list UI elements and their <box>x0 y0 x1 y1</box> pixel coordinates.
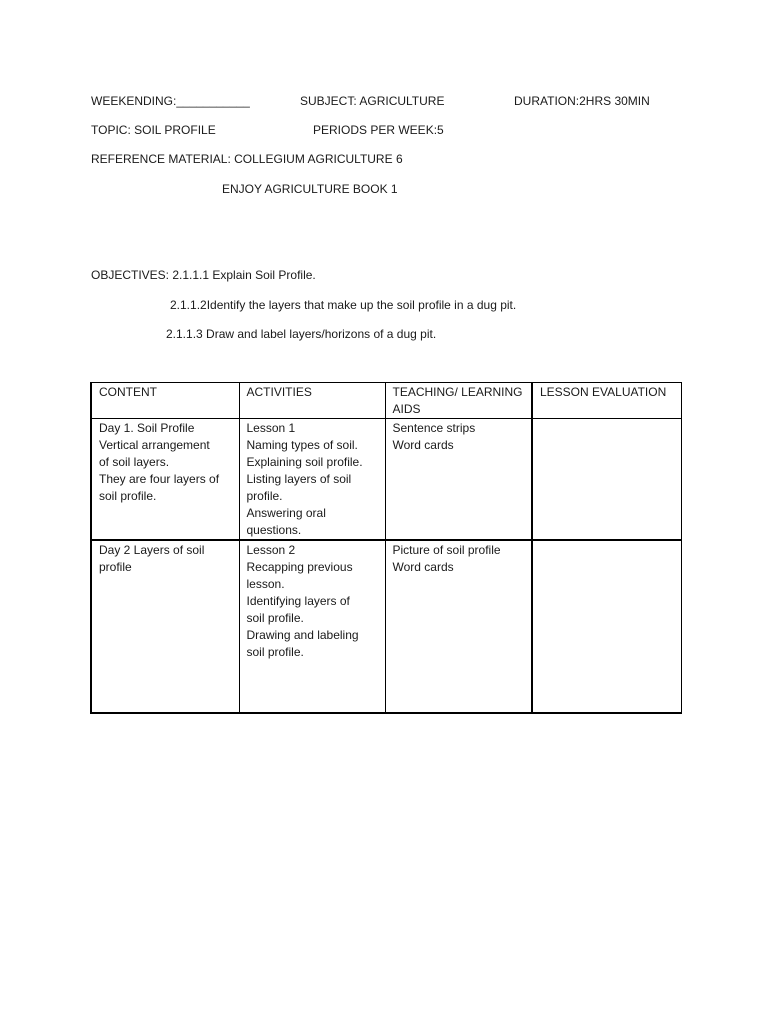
header-activities: ACTIVITIES <box>239 383 385 419</box>
table-row <box>91 419 681 541</box>
reference-field: REFERENCE MATERIAL: COLLEGIUM AGRICULTURE 6 <box>91 152 403 166</box>
cell-evaluation <box>532 540 681 713</box>
subject-field: SUBJECT: AGRICULTURE <box>300 94 445 108</box>
cell-aids: Picture of soil profile Word cards <box>385 540 532 713</box>
cell-evaluation <box>532 419 681 541</box>
cell-content: Day 1. Soil Profile Vertical arrangement of soil layers. They are four layers of soil profile. <box>91 419 239 541</box>
objective-2: 2.1.1.2Identify the layers that make up the soil profile in a dug pit. <box>170 298 517 312</box>
cell-aids: Sentence strips Word cards <box>385 419 532 541</box>
weekending-field: WEEKENDING:___________ <box>91 94 250 108</box>
reference-field-2: ENJOY AGRICULTURE BOOK 1 <box>222 182 398 196</box>
header-aids: TEACHING/ LEARNING AIDS <box>385 383 532 419</box>
header-content: CONTENT <box>91 383 239 419</box>
cell-content: Day 2 Layers of soil profile <box>91 540 239 713</box>
cell-activities: Lesson 1 Naming types of soil. Explaining soil profile. Listing layers of soil profile. Answering oral questions. <box>239 419 385 541</box>
objective-1: OBJECTIVES: 2.1.1.1 Explain Soil Profile. <box>91 268 316 282</box>
objective-3: 2.1.1.3 Draw and label layers/horizons of a dug pit. <box>166 327 437 341</box>
duration-field: DURATION:2HRS 30MIN <box>514 94 650 108</box>
cell-activities: Lesson 2 Recapping previous lesson. Identifying layers of soil profile. Drawing and labeling soil profile. <box>239 540 385 713</box>
table-header-row <box>91 383 681 419</box>
topic-field: TOPIC: SOIL PROFILE <box>91 123 216 137</box>
lesson-plan-table <box>90 382 682 714</box>
periods-field: PERIODS PER WEEK:5 <box>313 123 444 137</box>
header-evaluation: LESSON EVALUATION <box>532 383 681 419</box>
table-row <box>91 540 681 713</box>
